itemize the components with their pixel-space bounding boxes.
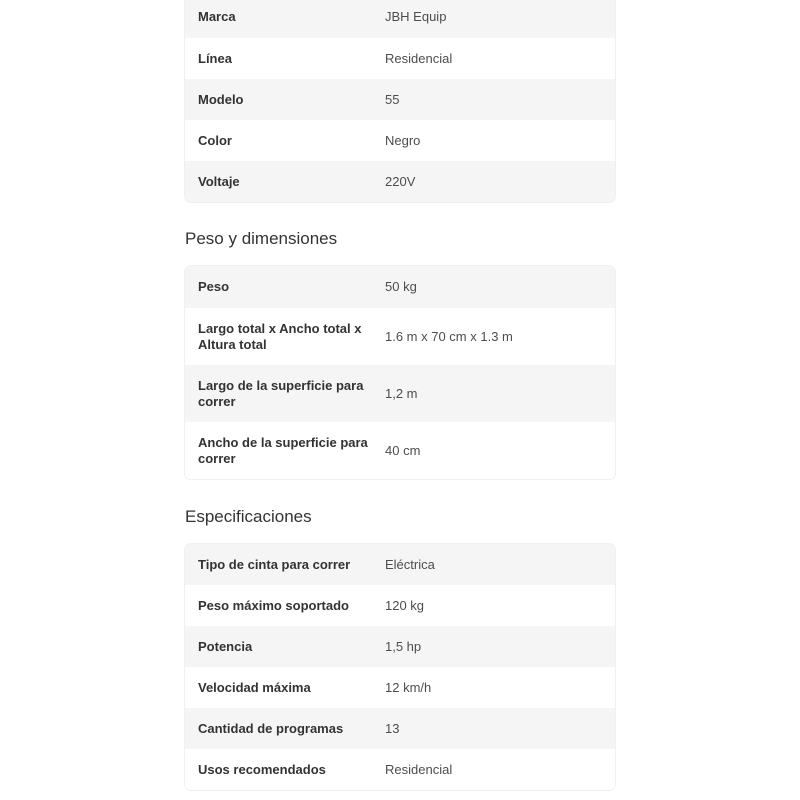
table-row xyxy=(185,0,615,38)
row-label: Largo total x Ancho total x Altura total xyxy=(198,320,362,352)
table-row xyxy=(185,308,615,365)
row-value: 12 km/h xyxy=(385,679,432,695)
row-label: Largo de la superficie para correr xyxy=(198,377,364,409)
row-value: Residencial xyxy=(385,761,453,777)
row-label: Marca xyxy=(198,9,236,24)
row-value: 1.6 m x 70 cm x 1.3 m xyxy=(385,328,513,344)
table-row xyxy=(185,365,615,422)
row-value: 13 xyxy=(385,720,400,736)
table-row xyxy=(185,79,615,120)
row-label: Cantidad de programas xyxy=(198,720,344,736)
row-label: Velocidad máxima xyxy=(198,679,311,695)
row-label: Ancho de la superficie para correr xyxy=(198,434,368,466)
row-label: Modelo xyxy=(198,91,244,107)
row-value: 120 kg xyxy=(385,597,425,613)
row-value: Negro xyxy=(385,132,421,148)
row-label: Usos recomendados xyxy=(198,761,326,777)
row-label: Peso xyxy=(198,279,230,294)
row-value: 55 xyxy=(385,91,400,107)
row-value: Eléctrica xyxy=(385,556,435,572)
row-value: 40 cm xyxy=(385,442,421,458)
table-row xyxy=(185,38,615,79)
row-value: 220V xyxy=(385,173,416,189)
table-row xyxy=(185,749,615,790)
table-row xyxy=(185,120,615,161)
table-row xyxy=(185,626,615,667)
row-label: Tipo de cinta para correr xyxy=(198,556,351,572)
table-row xyxy=(185,161,615,202)
table-row xyxy=(185,422,615,479)
row-value: 1,5 hp xyxy=(385,638,422,654)
section-title-dimensions: Peso y dimensiones xyxy=(185,229,338,248)
specs-table xyxy=(185,544,615,790)
row-label: Voltaje xyxy=(198,173,240,189)
row-value: 50 kg xyxy=(385,279,417,294)
table-row xyxy=(185,544,615,585)
dimensions-table xyxy=(185,266,615,479)
row-label: Línea xyxy=(198,50,232,66)
table-row xyxy=(185,667,615,708)
table-row xyxy=(185,708,615,749)
row-value: JBH Equip xyxy=(385,9,447,24)
row-label: Peso máximo soportado xyxy=(198,597,349,613)
general-specs-table xyxy=(185,0,615,202)
row-label: Potencia xyxy=(198,638,253,654)
row-value: Residencial xyxy=(385,50,453,66)
table-row xyxy=(185,585,615,626)
table-row xyxy=(185,266,615,308)
section-title-specs: Especificaciones xyxy=(185,507,312,526)
row-value: 1,2 m xyxy=(385,385,418,401)
row-label: Color xyxy=(198,132,232,148)
